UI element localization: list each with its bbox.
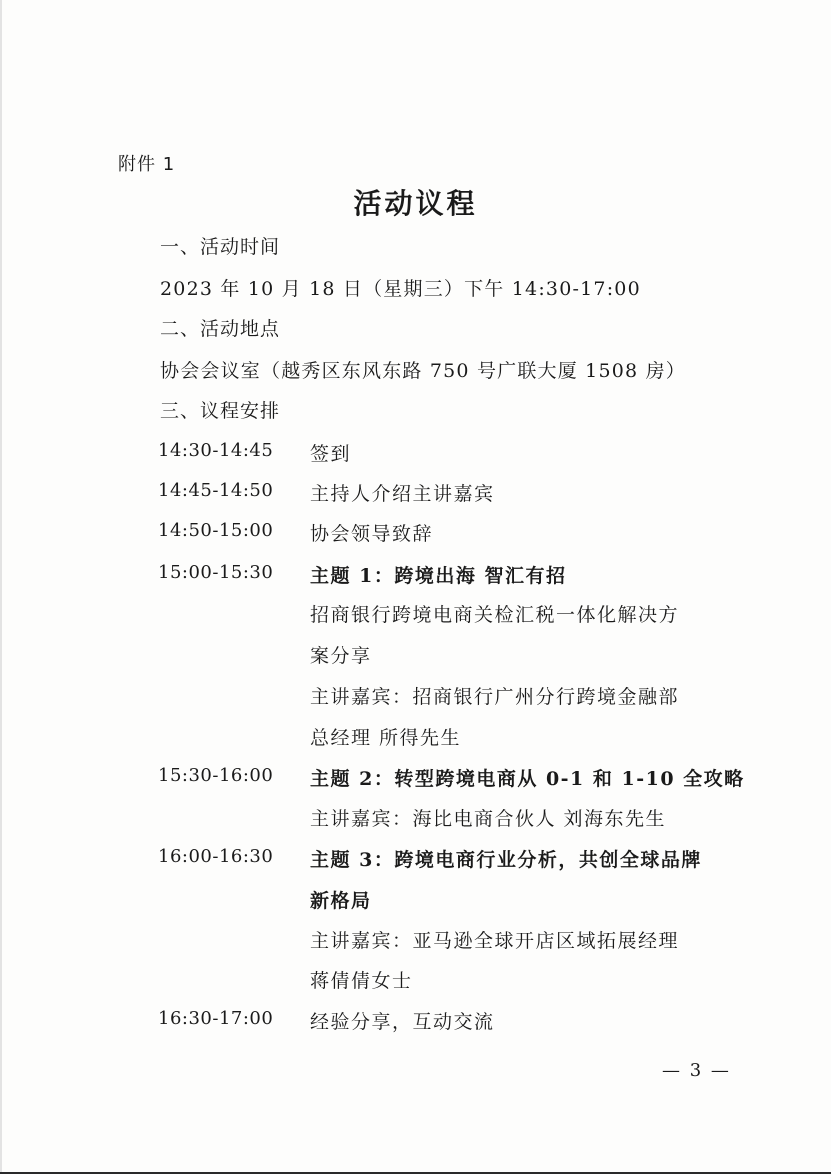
agenda-time: 15:00-15:30 xyxy=(158,562,274,583)
agenda-time: 14:50-15:00 xyxy=(158,520,274,541)
agenda-topic: 主题 2：转型跨境电商从 0-1 和 1-10 全攻略 xyxy=(310,768,745,790)
agenda-speaker: 主讲嘉宾：海比电商合伙人 刘海东先生 xyxy=(310,808,667,830)
agenda-time: 16:30-17:00 xyxy=(158,1008,274,1029)
agenda-item: 协会领导致辞 xyxy=(310,523,434,545)
section-time-value: 2023 年 10 月 18 日（星期三）下午 14:30-17:00 xyxy=(160,278,641,300)
agenda-time: 14:30-14:45 xyxy=(158,440,274,461)
section-place-value: 协会会议室（越秀区东风东路 750 号广联大厦 1508 房） xyxy=(160,360,686,382)
agenda-speaker: 主讲嘉宾：亚马逊全球开店区域拓展经理 xyxy=(310,930,680,952)
attachment-label: 附件 1 xyxy=(118,154,176,175)
agenda-time: 14:45-14:50 xyxy=(158,480,274,501)
agenda-detail: 案分享 xyxy=(310,645,372,667)
section-place-heading: 二、活动地点 xyxy=(160,318,281,340)
agenda-speaker: 总经理 所得先生 xyxy=(310,727,462,749)
agenda-speaker: 蒋倩倩女士 xyxy=(310,970,413,992)
agenda-speaker: 主讲嘉宾：招商银行广州分行跨境金融部 xyxy=(310,686,680,708)
agenda-detail: 招商银行跨境电商关检汇税一体化解决方 xyxy=(310,604,680,626)
agenda-item: 经验分享，互动交流 xyxy=(310,1011,495,1033)
agenda-time: 16:00-16:30 xyxy=(158,846,274,867)
agenda-item: 主持人介绍主讲嘉宾 xyxy=(310,483,495,505)
agenda-topic: 主题 1：跨境出海 智汇有招 xyxy=(310,565,567,587)
page-left-edge xyxy=(0,0,2,1174)
agenda-topic-continued: 新格局 xyxy=(310,890,372,912)
section-time-heading: 一、活动时间 xyxy=(160,236,281,258)
page-number: — 3 — xyxy=(662,1060,731,1081)
agenda-item: 签到 xyxy=(310,443,352,465)
page-title: 活动议程 xyxy=(353,187,478,220)
section-agenda-heading: 三、议程安排 xyxy=(160,400,281,422)
agenda-time: 15:30-16:00 xyxy=(158,765,274,786)
agenda-topic: 主题 3：跨境电商行业分析，共创全球品牌 xyxy=(310,849,702,871)
